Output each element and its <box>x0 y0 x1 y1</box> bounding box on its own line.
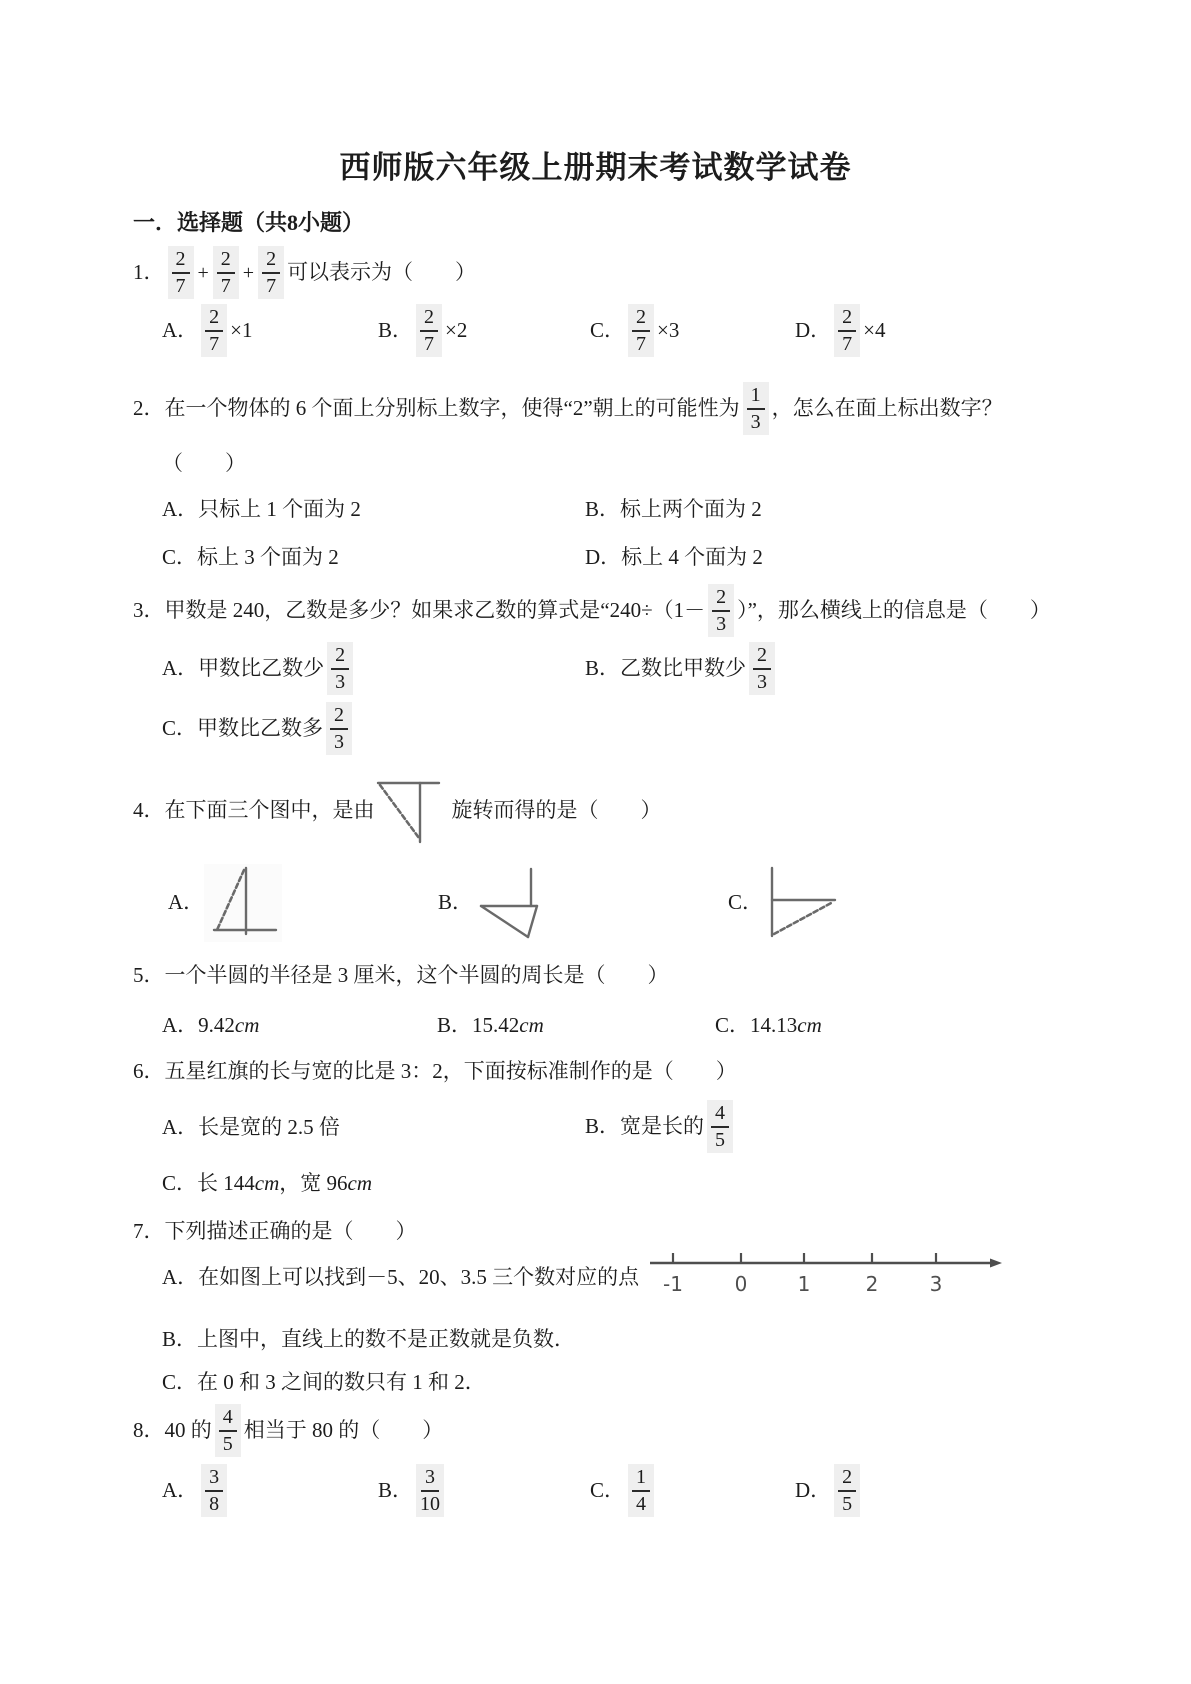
q5-option-b-unit: cm <box>519 1013 544 1037</box>
question-6-stem <box>133 1058 737 1085</box>
q1-frac2-num: 2 <box>217 248 235 274</box>
q8-frac-den: 5 <box>222 1433 233 1455</box>
q4-figure-c <box>763 864 841 942</box>
q1-optd-den: 7 <box>842 333 853 355</box>
question-2-stem <box>133 382 1003 435</box>
q3-frac-den: 3 <box>716 613 727 635</box>
number-line-tick--1: -1 <box>663 1272 683 1296</box>
q3-stem-post: ）”，那么横线上的信息是（ ） <box>737 597 1051 622</box>
q6-optb-num: 4 <box>711 1102 729 1128</box>
q8-optb-num: 3 <box>421 1466 439 1492</box>
q1-frac1-den: 7 <box>175 275 186 297</box>
q6-option-b-fraction <box>707 1100 733 1153</box>
q6-stem-text: 五星红旗的长与宽的比是 3：2，下面按标准制作的是（ ） <box>164 1059 737 1083</box>
q3-option-a-fraction <box>327 642 353 695</box>
q1-option-c <box>590 304 679 357</box>
q7-option-b: B．上图中，直线上的数不是正数就是负数． <box>162 1327 576 1351</box>
q5-option-a-label: A． <box>162 1013 199 1037</box>
number-line-tick-0: 0 <box>734 1272 748 1296</box>
q5-option-a-value: 9.42 <box>198 1013 235 1037</box>
q8-option-d <box>795 1464 863 1517</box>
q8-optc-num: 1 <box>632 1466 650 1492</box>
q2-number: 2． <box>133 395 165 420</box>
q1-frac3-num: 2 <box>262 248 280 274</box>
q1-option-b-suffix: ×2 <box>445 317 468 342</box>
q8-optd-den: 5 <box>842 1493 853 1515</box>
q1-option-c-label: C． <box>590 317 626 342</box>
q1-option-d-suffix: ×4 <box>863 317 886 342</box>
q6-option-c <box>162 1170 372 1197</box>
number-line-tick-1: 1 <box>797 1272 811 1296</box>
q1-option-a-fraction <box>201 304 227 357</box>
q3-option-b-fraction <box>749 642 775 695</box>
q3-optc-den: 3 <box>334 731 345 753</box>
q1-option-d-fraction <box>834 304 860 357</box>
q1-option-a <box>162 304 253 357</box>
q4-option-a-label: A． <box>168 890 205 915</box>
q6-option-c-unit2: cm <box>347 1171 373 1195</box>
q1-opta-den: 7 <box>209 333 220 355</box>
q3-optb-num: 2 <box>753 644 771 670</box>
q1-plus-1: + <box>197 261 209 284</box>
q5-option-c <box>715 1012 822 1039</box>
q2-answer-paren: （ ） <box>162 451 246 475</box>
q8-option-b-fraction <box>416 1464 444 1517</box>
number-line-tick-2: 2 <box>865 1272 879 1296</box>
q4-stem-pre: 在下面三个图中，是由 <box>164 798 375 823</box>
q8-option-b <box>378 1464 447 1517</box>
q8-option-c-label: C． <box>590 1477 626 1502</box>
q1-frac1-num: 2 <box>172 248 190 274</box>
number-line-tick-3: 3 <box>929 1272 943 1296</box>
q4-reference-triangle-figure <box>375 776 445 846</box>
q6-option-c-unit1: cm <box>254 1171 280 1195</box>
q4-option-c <box>728 864 841 942</box>
q4-number: 4． <box>133 798 165 823</box>
q4-figure-b <box>473 864 551 942</box>
q6-option-c-part2: ，宽 96 <box>279 1171 348 1195</box>
q8-stem-post: 相当于 80 的（ ） <box>243 1417 444 1442</box>
q3-option-b <box>585 642 778 695</box>
q5-stem-text: 一个半圆的半径是 3 厘米，这个半圆的周长是（ ） <box>164 963 669 987</box>
q1-optc-num: 2 <box>632 306 650 332</box>
q1-option-c-suffix: ×3 <box>657 317 680 342</box>
q8-fraction <box>215 1404 241 1457</box>
q1-option-b <box>378 304 467 357</box>
q2-frac-den: 3 <box>750 411 761 433</box>
q5-option-a <box>162 1012 259 1039</box>
q3-frac-num: 2 <box>712 586 730 612</box>
q6-option-b-label: B．宽是长的 <box>585 1113 705 1138</box>
q8-option-b-label: B． <box>378 1477 414 1502</box>
q8-option-a-fraction <box>201 1464 227 1517</box>
q1-option-a-label: A． <box>162 317 199 342</box>
q7-option-a: A．在如图上可以找到－5、20、3.5 三个数对应的点 <box>162 1265 640 1289</box>
q8-option-d-label: D． <box>795 1477 832 1502</box>
q2-option-b: B．标上两个面为 2 <box>585 497 762 521</box>
q2-option-a: A．只标上 1 个面为 2 <box>162 497 361 521</box>
q5-option-b-label: B． <box>437 1013 473 1037</box>
q3-opta-den: 3 <box>335 671 346 693</box>
q1-option-c-fraction <box>628 304 654 357</box>
q4-figure-a <box>204 864 282 942</box>
q1-optb-den: 7 <box>424 333 435 355</box>
q5-option-b <box>437 1012 544 1039</box>
q1-frac3-den: 7 <box>266 275 277 297</box>
q8-opta-num: 3 <box>205 1466 223 1492</box>
q6-option-a: A．长是宽的 2.5 倍 <box>162 1115 340 1140</box>
q8-option-a-label: A． <box>162 1477 199 1502</box>
q1-option-a-suffix: ×1 <box>230 317 253 342</box>
q2-option-c: C．标上 3 个面为 2 <box>162 545 339 569</box>
q1-option-d <box>795 304 886 357</box>
number-line-arrow <box>990 1259 1002 1268</box>
q8-option-d-fraction <box>834 1464 860 1517</box>
q2-option-d: D．标上 4 个面为 2 <box>585 545 763 569</box>
q8-option-c <box>590 1464 657 1517</box>
q1-option-d-label: D． <box>795 317 832 342</box>
q1-fraction-3 <box>258 246 284 299</box>
question-4-stem <box>133 776 662 846</box>
q1-number: 1． <box>133 259 165 284</box>
q8-number: 8． <box>133 1417 165 1442</box>
q3-option-a-label: A．甲数比乙数少 <box>162 655 325 680</box>
question-8-stem <box>133 1404 443 1457</box>
q3-option-c <box>162 702 355 755</box>
q8-stem-pre: 40 的 <box>164 1417 212 1442</box>
question-7-stem <box>133 1218 417 1245</box>
page-title: 西师版六年级上册期末考试数学试卷 <box>339 150 852 185</box>
q5-option-c-label: C． <box>715 1013 751 1037</box>
section-heading: 一．选择题（共8小题） <box>133 210 365 235</box>
q3-option-b-label: B．乙数比甲数少 <box>585 655 747 680</box>
q1-fraction-2 <box>213 246 239 299</box>
q8-option-c-fraction <box>628 1464 654 1517</box>
q2-stem-post: ，怎么在面上标出数字？ <box>771 395 1003 420</box>
q1-frac2-den: 7 <box>220 275 231 297</box>
q3-option-c-label: C．甲数比乙数多 <box>162 715 324 740</box>
q2-fraction <box>743 382 769 435</box>
q7-stem-text: 下列描述正确的是（ ） <box>164 1219 417 1243</box>
q4-option-b-label: B． <box>438 890 474 915</box>
q1-fraction-1 <box>168 246 194 299</box>
q7-option-c: C．在 0 和 3 之间的数只有 1 和 2． <box>162 1370 486 1394</box>
question-1-stem <box>133 246 476 299</box>
q5-option-a-unit: cm <box>234 1013 260 1037</box>
q8-optb-den: 10 <box>420 1493 441 1515</box>
question-5-stem <box>133 962 669 989</box>
q4-option-c-label: C． <box>728 890 764 915</box>
q3-optc-num: 2 <box>330 704 348 730</box>
number-line-figure <box>646 1246 1021 1302</box>
q3-stem-pre: 甲数是 240，乙数是多少？如果求乙数的算式是“240÷（1－ <box>164 597 706 622</box>
q3-fraction <box>708 584 734 637</box>
q1-option-b-label: B． <box>378 317 414 342</box>
q2-stem-pre: 在一个物体的 6 个面上分别标上数字，使得“2”朝上的可能性为 <box>164 395 740 420</box>
question-3-stem <box>133 584 1051 637</box>
q2-frac-num: 1 <box>747 384 765 410</box>
q8-frac-num: 4 <box>219 1406 237 1432</box>
q6-option-c-part1: C．长 144 <box>162 1171 255 1195</box>
q1-optb-num: 2 <box>420 306 438 332</box>
q6-optb-den: 5 <box>715 1129 726 1151</box>
q3-optb-den: 3 <box>757 671 768 693</box>
q1-opta-num: 2 <box>205 306 223 332</box>
q1-stem-tail: 可以表示为（ ） <box>287 259 477 284</box>
q1-optc-den: 7 <box>636 333 647 355</box>
q1-optd-num: 2 <box>838 306 856 332</box>
q6-number: 6． <box>133 1059 165 1083</box>
q1-option-b-fraction <box>416 304 442 357</box>
q3-option-c-fraction <box>326 702 352 755</box>
q5-option-c-unit: cm <box>797 1013 822 1037</box>
q5-number: 5． <box>133 963 165 987</box>
q6-option-b <box>585 1100 736 1153</box>
q3-opta-num: 2 <box>331 644 349 670</box>
q8-optc-den: 4 <box>636 1493 647 1515</box>
q4-stem-post: 旋转而得的是（ ） <box>451 798 662 823</box>
q3-number: 3． <box>133 597 165 622</box>
q5-option-c-value: 14.13 <box>750 1013 798 1037</box>
q8-optd-num: 2 <box>838 1466 856 1492</box>
q3-option-a <box>162 642 356 695</box>
q8-option-a <box>162 1464 230 1517</box>
q5-option-b-value: 15.42 <box>472 1013 520 1037</box>
q4-option-b <box>438 864 551 942</box>
q7-number: 7． <box>133 1219 165 1243</box>
q4-option-a <box>168 864 282 942</box>
q8-opta-den: 8 <box>209 1493 220 1515</box>
q1-plus-2: + <box>242 261 255 284</box>
